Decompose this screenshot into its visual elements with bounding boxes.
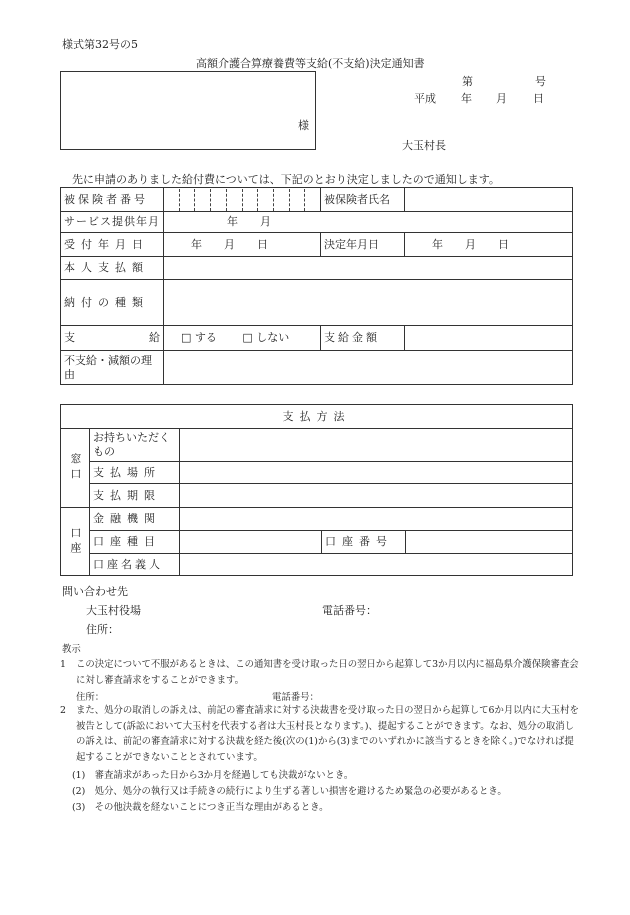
table-row [61,508,573,531]
bank-field[interactable] [180,508,573,531]
era-heisei: 平成 [414,92,436,105]
decision-date-label: 決定年月日 [321,233,405,257]
date-day: 日 [533,92,544,105]
contact-address: 住所： [86,623,119,636]
payment-no-checkbox[interactable]: □ しない [242,331,290,345]
issuer-name: 大玉村長 [402,139,446,152]
items-to-bring-field[interactable] [180,429,573,462]
table-row [61,429,573,462]
notes-sub-3: (3) その他決裁を経ないことにつき正当な理由があるとき。 [72,802,329,813]
table-row [61,257,573,280]
table-row [61,462,573,484]
payment-amount-field[interactable] [405,326,573,351]
account-type-label: 口座種目 [90,531,180,554]
service-month-label: サービス提供年月 [61,212,164,233]
account-label: 口座 [61,508,90,576]
payment-label: 支 給 [61,326,164,351]
payment-method-heading: 支払方法 [61,405,573,429]
table-row [61,405,573,429]
payment-method-table [60,404,573,576]
payment-place-label: 支払場所 [90,462,180,484]
table-row [61,188,573,212]
table-row [61,233,573,257]
table-row [61,212,573,233]
payment-amount-label: 支給金額 [321,326,405,351]
received-date-value[interactable]: 年 月 日 [164,233,321,257]
contact-phone: 電話番号： [322,604,377,617]
table-row [61,326,573,351]
payment-period-label: 支払期限 [90,484,180,508]
decision-date-value[interactable]: 年 月 日 [405,233,573,257]
counter-label: 窓口 [61,429,90,508]
table-row [61,351,573,385]
self-paid-field[interactable] [164,257,573,280]
notes-item-1-phone: 電話番号： [272,692,319,703]
bank-label: 金融機関 [90,508,180,531]
account-number-label: 口座番号 [322,531,406,554]
contact-office: 大玉村役場 [86,604,141,617]
table-row [61,531,573,554]
recipient-address-box [60,71,316,150]
insured-name-field[interactable] [405,188,573,212]
service-month-value[interactable]: 年 月 [164,212,573,233]
table-row [61,554,573,576]
notes-sub-2: (2) 処分、処分の執行又は手続きの続行により生ずる著しい損害を避けるため緊急の必要があるとき。 [72,786,507,797]
account-type-field[interactable] [180,531,322,554]
recipient-honorific: 様 [298,119,309,132]
insured-name-label: 被保険者氏名 [321,188,405,212]
account-holder-label: 口座名義人 [90,554,180,576]
insured-number-field[interactable] [164,188,321,212]
table-row [61,484,573,508]
insured-number-label: 被保険者番号 [61,188,164,212]
reason-label: 不支給・減額の理由 [61,351,164,385]
account-number-field[interactable] [406,531,573,554]
payment-options [164,326,321,351]
contact-heading: 問い合わせ先 [62,585,128,598]
date-year: 年 [461,92,472,105]
form-number: 様式第32号の5 [62,38,138,51]
payment-type-field[interactable] [164,280,573,326]
table-row [61,280,573,326]
payment-period-field[interactable] [180,484,573,508]
payment-yes-checkbox[interactable]: □ する [181,331,217,345]
notes-item-2: 2 また、処分の取消しの訴えは、前記の審査請求に対する決裁書を受け取った日の翌日から起算して6か月以内に大玉村を被告として(訴訟において大玉村を代表する者は大玉村長となります。)、提起することができます。なお、処分の取消しの訴えは、前記の審査請求に対する決裁を経た後(次の(1)から(3)までのいずれかに該当するときを除く。)でなければ提起することができないこととされています。 [60,705,579,763]
items-to-bring-label: お持ちいただくもの [90,429,180,462]
intro-text: 先に申請のありました給付費については、下記のとおり決定しましたので通知します。 [72,173,500,186]
document-number-go: 号 [535,75,546,88]
received-date-label: 受付年月日 [61,233,164,257]
notes-item-1-address: 住所： [76,692,105,703]
document-title: 高額介護合算療養費等支給(不支給)決定通知書 [196,57,425,70]
notes-sub-1: (1) 審査請求があった日から3か月を経過しても決裁がないとき。 [72,770,354,781]
account-holder-field[interactable] [180,554,573,576]
payment-type-label: 納付の種類 [61,280,164,326]
decision-table [60,187,573,385]
reason-field[interactable] [164,351,573,385]
self-paid-label: 本人支払額 [61,257,164,280]
notes-item-1: 1 この決定について不服があるときは、この通知書を受け取った日の翌日から起算して3か月以内に福島県介護保険審査会に対し審査請求をすることができます。 [60,659,579,686]
document-number-dai: 第 [462,75,473,88]
date-month: 月 [496,92,507,105]
payment-place-field[interactable] [180,462,573,484]
notes-heading: 教示 [62,644,81,655]
